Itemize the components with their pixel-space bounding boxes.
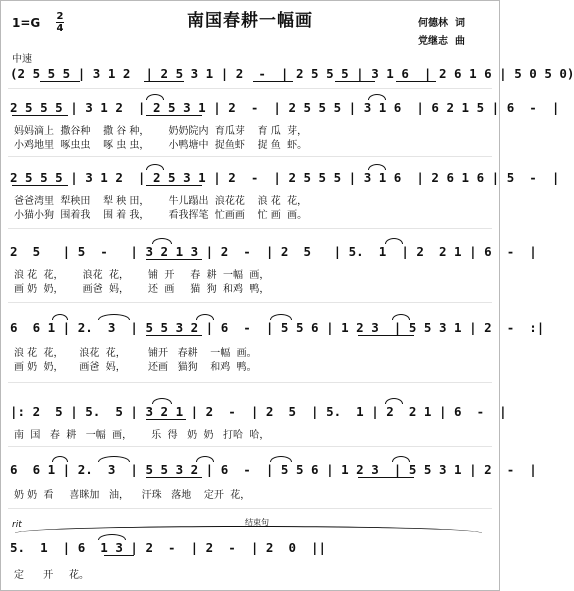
line-7-lyric-1: 定 开 花。 <box>14 570 89 581</box>
line-4-lyric-2: 画 奶 奶， 画爸 妈， 还画 猫狗 和鸡 鸭。 <box>14 362 257 373</box>
song-title: 南国春耕一幅画 <box>187 11 313 31</box>
line-5-lyric-1: 南 国 春 耕 一幅 画， 乐 得 奶 奶 打哈 哈， <box>14 430 270 441</box>
beam <box>146 419 186 420</box>
line-6-lyric-1: 奶 奶 看 喜眯加 油， 汗珠 落地 定开 花， <box>14 490 251 501</box>
beam <box>12 185 68 186</box>
lyricist-credit: 何德林 词 <box>418 18 465 29</box>
line-2-lyric-2: 小猫小狗 围着我 围 着 我， 看我挥笔 忙画画 忙 画 画。 <box>14 210 308 221</box>
separator <box>8 228 492 229</box>
beam <box>396 81 436 82</box>
beam <box>12 115 68 116</box>
line-1-notes: 2 5 5 5 | 3 1 2 | 2 5 3 1 | 2 - | 2 5 5 5 | 3 1 6 | 6 2 1 5 | 6 - | <box>10 100 560 115</box>
beam <box>358 477 414 478</box>
beam <box>253 81 293 82</box>
ending-bracket <box>15 526 482 533</box>
line-4-lyric-1: 浪 花 花， 浪花 花， 铺开 春耕 一幅 画。 <box>14 348 257 359</box>
line-1-lyric-1: 妈妈滴上 撒谷种 撒 谷 种， 奶奶院内 育瓜芽 育 瓜 芽， <box>14 126 308 137</box>
ending-label: 结束句 <box>245 518 269 527</box>
beam <box>144 81 184 82</box>
ritardando-marking: rit <box>12 520 22 530</box>
line-2-lyric-1: 爸爸湾里 犁秧田 犁 秧 田， 牛儿蹋出 浪花花 浪 花 花， <box>14 196 308 207</box>
separator <box>8 446 492 447</box>
beam <box>146 115 202 116</box>
composer-credit: 党继志 曲 <box>418 36 465 47</box>
beam <box>146 477 202 478</box>
beam <box>146 335 202 336</box>
time-signature <box>56 12 64 33</box>
key-signature: 1=G <box>12 16 41 30</box>
beam <box>146 185 202 186</box>
line-7-notes: 5. 1 | 6 1 3 | 2 - | 2 - | 2 0 || <box>10 540 327 555</box>
separator <box>8 302 492 303</box>
line-2-notes: 2 5 5 5 | 3 1 2 | 2 5 3 1 | 2 - | 2 5 5 5 | 3 1 6 | 2 6 1 6 | 5 - | <box>10 170 560 185</box>
line-1-lyric-2: 小鸡地里 啄虫虫 啄 虫 虫， 小鸭塘中 捉鱼虾 捉 鱼 虾。 <box>14 140 308 151</box>
time-bottom: 4 <box>56 23 64 34</box>
beam <box>146 259 202 260</box>
separator <box>8 382 492 383</box>
line-3-lyric-1: 浪 花 花， 浪花 花， 铺 开 春 耕 一幅 画， <box>14 270 270 281</box>
line-4-notes: 6 6 1 | 2. 3 | 5 5 3 2 | 6 - | 5 5 6 | 1 2 3 | 5 5 3 1 | 2 - :| <box>10 320 545 335</box>
line-3-notes: 2 5 | 5 - | 3 2 1 3 | 2 - | 2 5 | 5. 1 | 2 2 1 | 6 - | <box>10 244 537 259</box>
tempo-marking: 中速 <box>12 54 32 65</box>
time-top: 2 <box>56 11 64 22</box>
intro-notes: (2 5 5 5 | 3 1 2 | 2 5 3 1 | 2 - | 2 5 5 5 | 3 1 6 | 2 6 1 6 | 5 0 5 0) <box>10 66 574 81</box>
separator <box>8 156 492 157</box>
beam <box>40 81 80 82</box>
beam <box>104 555 134 556</box>
separator <box>8 508 492 509</box>
line-5-notes: |: 2 5 | 5. 5 | 3 2 1 | 2 - | 2 5 | 5. 1 | 2 2 1 | 6 - | <box>10 404 507 419</box>
beam <box>335 81 375 82</box>
beam <box>358 335 414 336</box>
line-3-lyric-2: 画 奶 奶， 画爸 妈， 还 画 猫 狗 和鸡 鸭， <box>14 284 270 295</box>
line-6-notes: 6 6 1 | 2. 3 | 5 5 3 2 | 6 - | 5 5 6 | 1 2 3 | 5 5 3 1 | 2 - | <box>10 462 537 477</box>
separator <box>8 88 492 89</box>
